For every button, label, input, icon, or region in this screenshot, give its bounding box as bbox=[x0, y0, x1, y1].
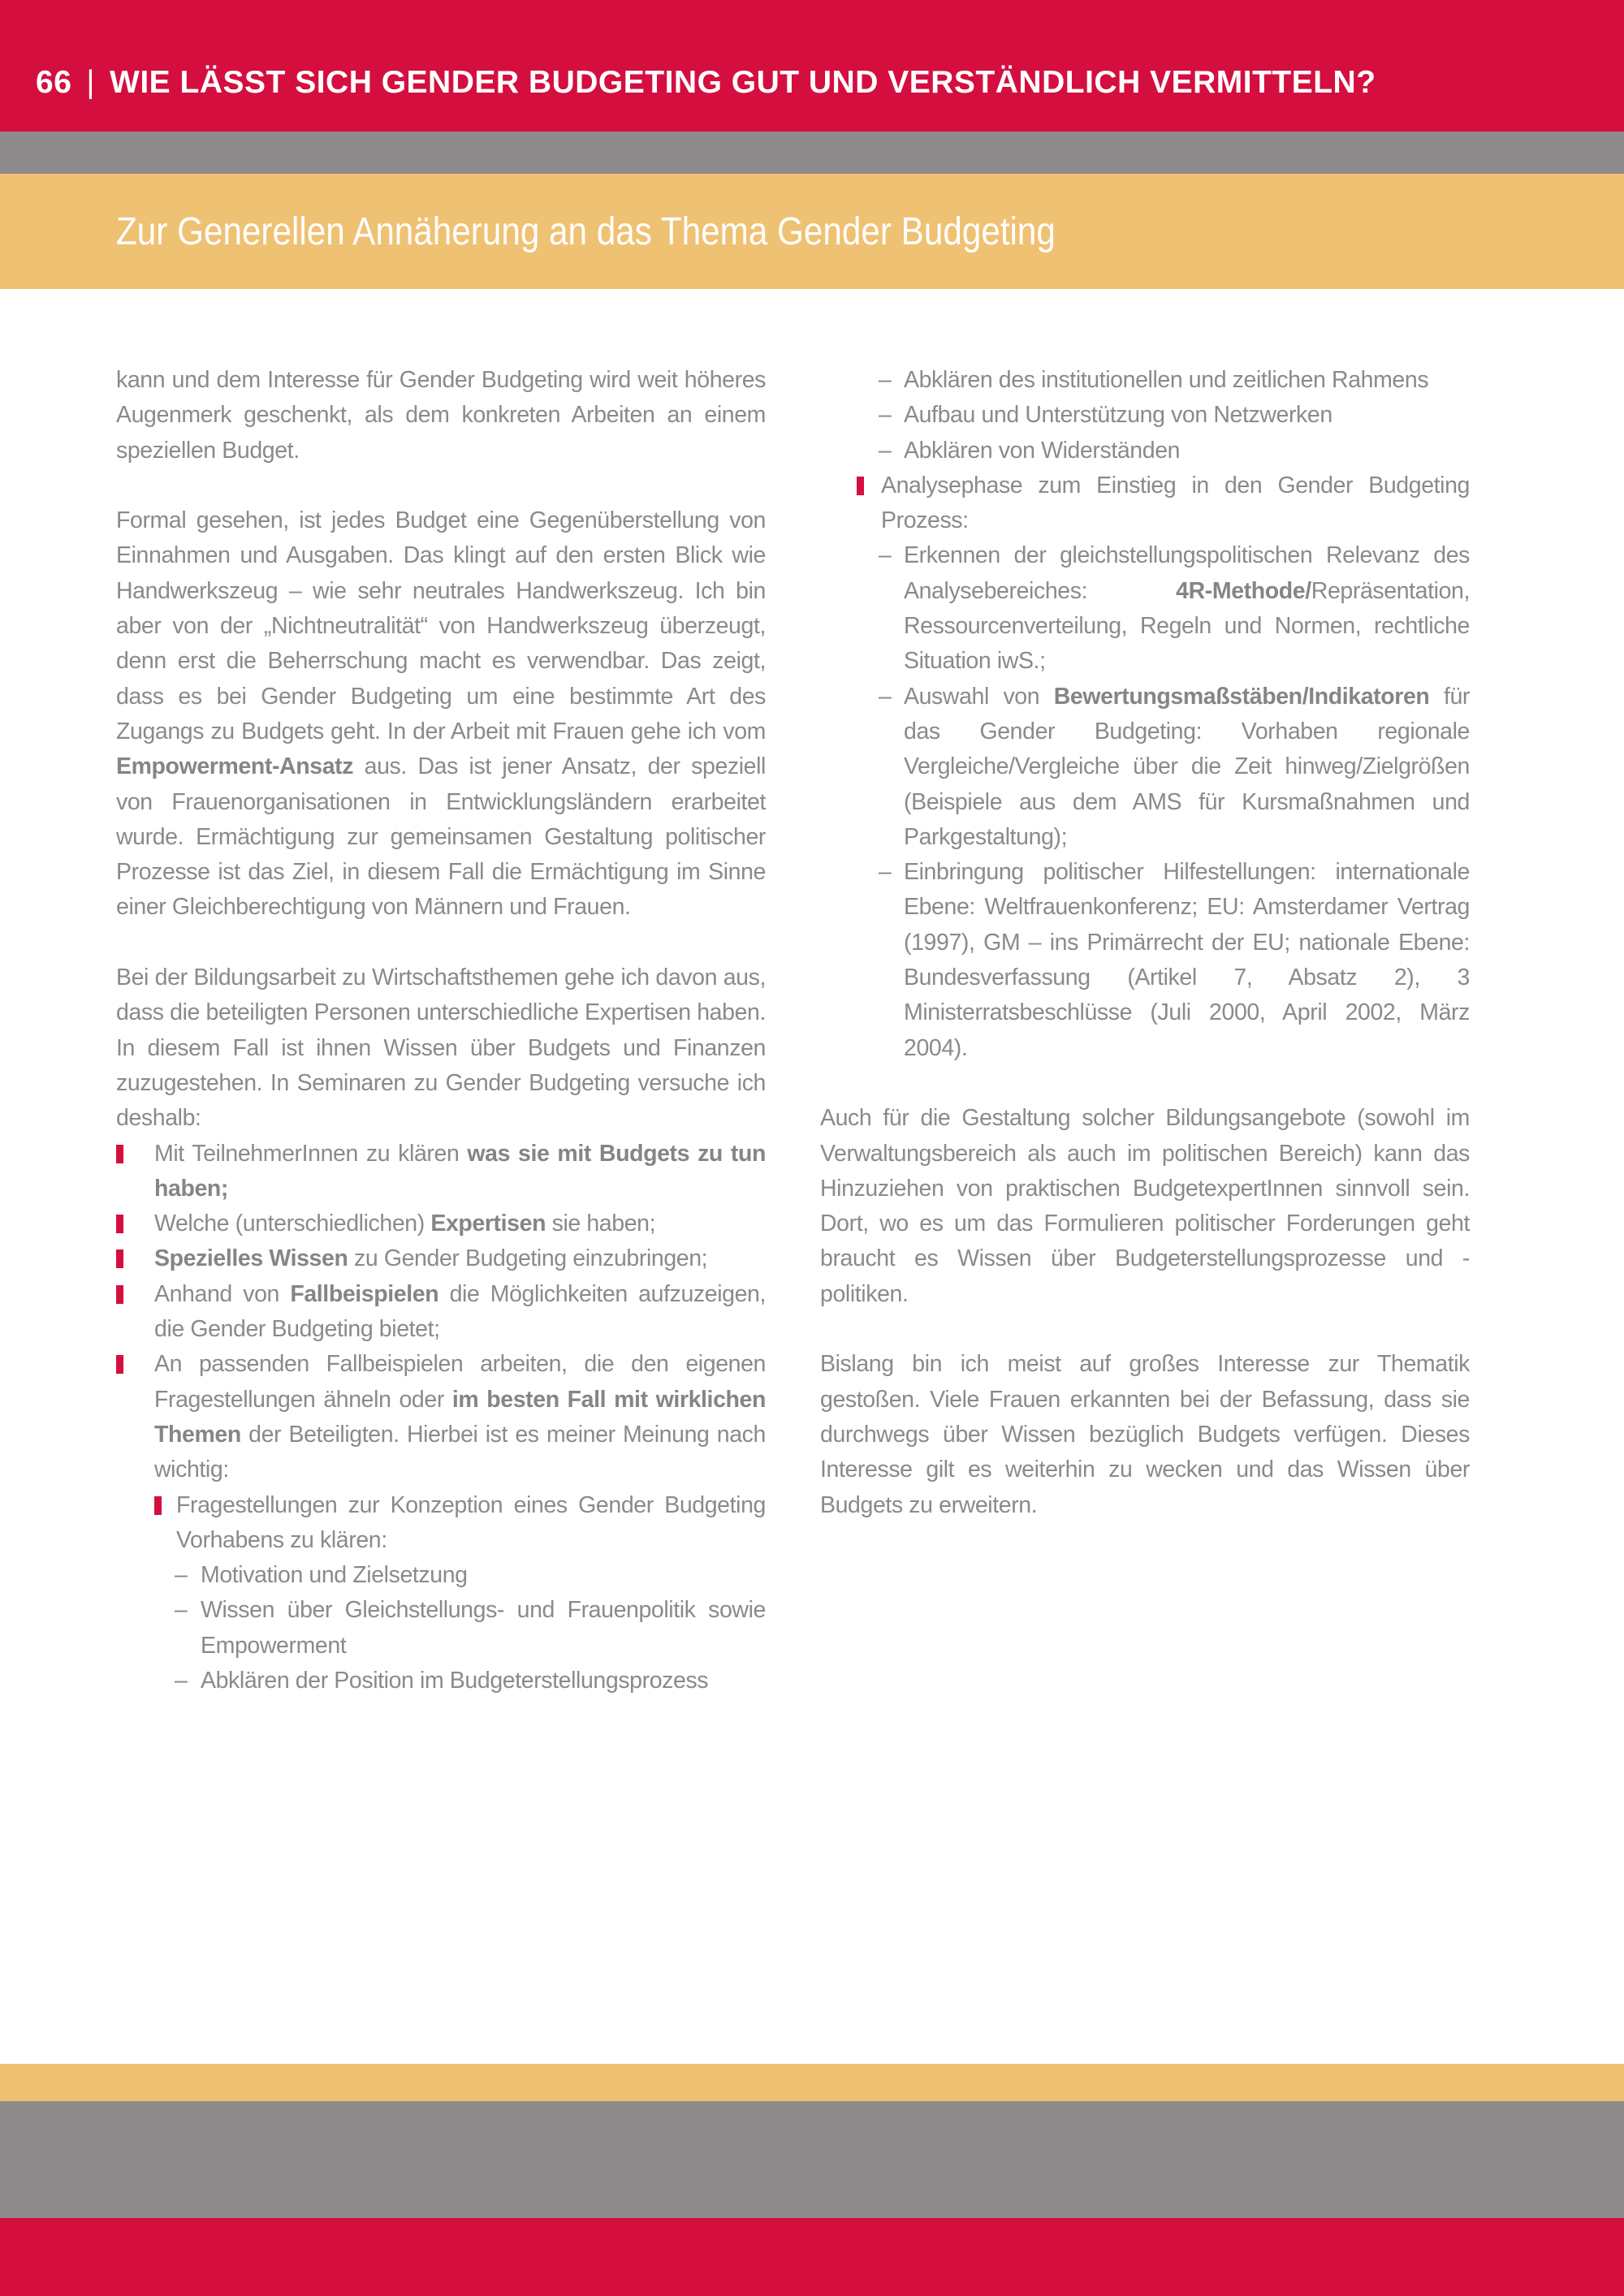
bold-text: Fallbeispielen bbox=[290, 1280, 439, 1307]
text: Mit TeilnehmerInnen zu klären bbox=[154, 1140, 468, 1167]
footer-red-band bbox=[0, 2218, 1624, 2296]
text: zu Gender Budgeting einzubringen; bbox=[348, 1245, 708, 1272]
red-bullet-icon bbox=[116, 1285, 123, 1304]
section-title: Zur Generellen Annäherung an das Thema Gender Budgeting bbox=[116, 210, 1056, 253]
text: der Beteiligten. Hierbei ist es meiner Meinung nach wichtig: bbox=[154, 1421, 766, 1483]
text: Fragestellungen zur Konzeption eines Gender Budgeting Vorhabens zu klären: bbox=[176, 1491, 766, 1553]
dash-bullet-icon: – bbox=[879, 367, 892, 393]
header-separator: | bbox=[86, 65, 96, 100]
bold-text: Empowerment-Ansatz bbox=[116, 753, 354, 780]
list-item bbox=[116, 1558, 766, 1593]
list-item bbox=[820, 680, 1470, 855]
text: aus. Das ist jener Ansatz, der speziell von Frauenorganisationen in Entwicklungsländern erarbeitet wurde. Ermächtigung zur gemeinsamen Gestaltung politischer Prozesse ist das Ziel, in diesem Fall die Ermächtigung im Sinne einer Gleichberechtigung von Männern und Frauen. bbox=[116, 753, 766, 921]
list-item bbox=[116, 1488, 766, 1559]
paragraph bbox=[116, 363, 766, 468]
list-item bbox=[116, 1593, 766, 1664]
list-item bbox=[116, 1664, 766, 1698]
text: für das Gender Budgeting: Vorhaben regionale Vergleiche/Vergleiche über die Zeit hinweg/Zielgrößen (Beispiele aus dem AMS für Kursmaßnahmen und Parkgestaltung); bbox=[904, 683, 1470, 850]
bold-text: Expertisen bbox=[430, 1211, 546, 1237]
paragraph bbox=[820, 1347, 1470, 1522]
red-bullet-icon bbox=[154, 1496, 162, 1515]
bold-text: was sie mit Budgets zu tun haben; bbox=[154, 1140, 766, 1202]
text: Abklären des institutionellen und zeitlichen Rahmens bbox=[904, 367, 1429, 393]
right-column bbox=[820, 363, 1470, 1558]
text: Bei der Bildungsarbeit zu Wirtschaftsthemen gehe ich davon aus, dass die beteiligten Personen unterschiedliche Expertisen haben. In diesem Fall ist ihnen Wissen über Budgets und Finanzen zuzugestehen. In Seminaren zu Gender Budgeting versuche ich deshalb: bbox=[116, 965, 766, 1132]
text: Auch für die Gestaltung solcher Bildungsangebote (sowohl im Verwaltungsbereich als auch im politischen Bereich) kann das Hinzuziehen von praktischen BudgetexpertInnen sinnvoll sein. Dort, wo es um das Formulieren politischer Forderungen geht braucht es Wissen über Budgeterstellungsprozesse und -politiken. bbox=[820, 1105, 1470, 1307]
text: sie haben; bbox=[546, 1211, 656, 1237]
list-item bbox=[116, 1137, 766, 1207]
list-item bbox=[116, 1277, 766, 1348]
text: die Möglichkeiten aufzuzeigen, die Gender Budgeting bietet; bbox=[154, 1280, 766, 1343]
paragraph bbox=[116, 960, 766, 1136]
dash-bullet-icon: – bbox=[879, 402, 892, 429]
text: Motivation und Zielsetzung bbox=[201, 1562, 468, 1589]
chapter-title: WIE LÄSST SICH GENDER BUDGETING GUT UND VERSTÄNDLICH VERMITTELN? bbox=[110, 65, 1376, 100]
paragraph bbox=[116, 503, 766, 926]
list-item bbox=[820, 855, 1470, 1066]
text: Repräsentation, Ressourcenverteilung, Regeln und Normen, rechtliche Situation iwS.; bbox=[904, 577, 1470, 675]
text: Auswahl von bbox=[904, 683, 1054, 710]
red-bullet-icon bbox=[116, 1215, 123, 1233]
red-bullet-icon bbox=[116, 1355, 123, 1374]
list-item bbox=[820, 363, 1470, 398]
bold-text: 4R-Methode/ bbox=[1176, 577, 1311, 604]
text: Bislang bin ich meist auf großes Interesse zur Thematik gestoßen. Viele Frauen erkannten bei der Befassung, dass sie durchwegs über Wissen bezüglich Budgets verfügen. Dieses Interesse gilt es weiterhin zu wecken und das Wissen über Budgets zu erweitern. bbox=[820, 1351, 1470, 1518]
text: Welche (unterschiedlichen) bbox=[154, 1211, 431, 1237]
bold-text: im besten Fall mit wirklichen Themen bbox=[154, 1386, 766, 1448]
left-column bbox=[116, 363, 766, 1698]
bold-text: Spezielles Wissen bbox=[154, 1245, 348, 1272]
text: An passenden Fallbeispielen arbeiten, die den eigenen Fragestellungen ähneln oder bbox=[154, 1351, 766, 1413]
gray-stripe bbox=[0, 132, 1624, 174]
text: Aufbau und Unterstützung von Netzwerken bbox=[904, 402, 1332, 429]
text: Formal gesehen, ist jedes Budget eine Gegenüberstellung von Einnahmen und Ausgaben. Das klingt auf den ersten Blick wie Handwerkszeug – wie sehr neutrales Handwerkszeug. Ich bin aber von der „Nichtneutralität“ von Handwerkszeug überzeugt, denn erst die Beherrschung macht es verwendbar. Das zeigt, dass es bei Gender Budgeting um eine bestimmte Art des Zugangs zu Budgets geht. In der Arbeit mit Frauen gehe ich vom bbox=[116, 507, 766, 744]
dash-bullet-icon: – bbox=[175, 1667, 188, 1694]
dash-bullet-icon: – bbox=[175, 1562, 188, 1589]
list-item bbox=[116, 1206, 766, 1241]
red-bullet-icon bbox=[857, 477, 864, 495]
list-item bbox=[820, 468, 1470, 539]
footer-gray-band bbox=[0, 2101, 1624, 2218]
list-item bbox=[116, 1241, 766, 1276]
dash-bullet-icon: – bbox=[879, 859, 892, 886]
footer-yellow-stripe bbox=[0, 2064, 1624, 2101]
list-item bbox=[820, 538, 1470, 679]
red-bullet-icon bbox=[116, 1249, 123, 1268]
text: Abklären von Widerständen bbox=[904, 437, 1181, 464]
running-header bbox=[36, 65, 1376, 101]
text: kann und dem Interesse für Gender Budgeting wird weit höheres Augenmerk geschenkt, als dem konkreten Arbeiten an einem speziellen Budget. bbox=[116, 367, 766, 464]
text: Erkennen der gleichstellungspolitischen Relevanz des Analysebereiches: bbox=[904, 542, 1470, 604]
text: Wissen über Gleichstellungs- und Frauenpolitik sowie Empowerment bbox=[201, 1597, 766, 1659]
dash-bullet-icon: – bbox=[879, 437, 892, 464]
dash-bullet-icon: – bbox=[879, 683, 892, 710]
paragraph bbox=[820, 1101, 1470, 1312]
red-bullet-icon bbox=[116, 1145, 123, 1163]
text: Abklären der Position im Budgeterstellungsprozess bbox=[201, 1667, 709, 1694]
text: Einbringung politischer Hilfestellungen: internationale Ebene: Weltfrauenkonferenz; EU: Amsterdamer Vertrag (1997), GM – ins Primärrecht der EU; nationale Ebene: Bundesverfassung (Artikel 7, Absatz 2), 3 Ministerratsbeschlüsse (Juli 2000, April 2002, März 2004). bbox=[904, 859, 1470, 1061]
list-item bbox=[116, 1347, 766, 1487]
page-number: 66 bbox=[36, 65, 72, 100]
text: Anhand von bbox=[154, 1280, 291, 1307]
list-item bbox=[820, 434, 1470, 468]
list-item bbox=[820, 398, 1470, 433]
bold-text: Bewertungsmaßstäben/Indikatoren bbox=[1053, 683, 1430, 710]
text: Analysephase zum Einstieg in den Gender Budgeting Prozess: bbox=[881, 472, 1470, 534]
dash-bullet-icon: – bbox=[879, 542, 892, 569]
dash-bullet-icon: – bbox=[175, 1597, 188, 1624]
